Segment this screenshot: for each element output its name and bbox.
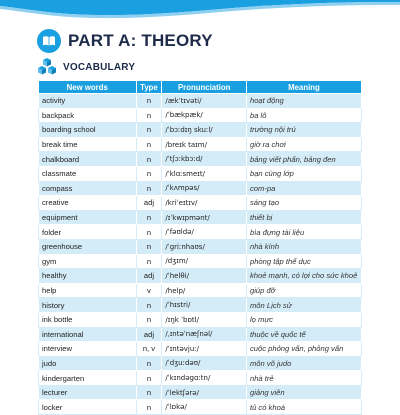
- type-cell: adj: [136, 196, 162, 211]
- meaning-cell: thuộc về quốc tế: [246, 327, 361, 342]
- section-header: [37, 57, 135, 77]
- word-cell: locker: [39, 400, 137, 415]
- meaning-cell: sáng tạo: [246, 196, 361, 211]
- pronunciation-cell: /ækˈtɪvəti/: [162, 94, 247, 109]
- meaning-cell: nhà trẻ: [246, 371, 361, 386]
- word-cell: break time: [39, 137, 137, 152]
- cubes-icon: [37, 57, 57, 77]
- table-row: [39, 210, 362, 225]
- word-cell: gym: [39, 254, 137, 269]
- meaning-cell: com-pa: [246, 181, 361, 196]
- meaning-cell: ba lô: [246, 108, 361, 123]
- type-cell: n: [136, 166, 162, 181]
- pronunciation-cell: /ˈgriːnhaʊs/: [162, 239, 247, 254]
- word-cell: ink bottle: [39, 312, 137, 327]
- word-cell: compass: [39, 181, 137, 196]
- pronunciation-cell: /dʒɪm/: [162, 254, 247, 269]
- meaning-cell: trường nội trú: [246, 123, 361, 138]
- word-cell: backpack: [39, 108, 137, 123]
- table-row: [39, 400, 362, 415]
- table-row: [39, 94, 362, 109]
- column-header-pronunciation: Pronunciation: [162, 81, 247, 94]
- meaning-cell: giảng viên: [246, 385, 361, 400]
- meaning-cell: cuộc phỏng vấn, phỏng vấn: [246, 342, 361, 357]
- vocabulary-table: [38, 80, 362, 415]
- type-cell: n: [136, 312, 162, 327]
- table-row: [39, 269, 362, 284]
- type-cell: n: [136, 108, 162, 123]
- table-row: [39, 283, 362, 298]
- table-row: [39, 152, 362, 167]
- word-cell: greenhouse: [39, 239, 137, 254]
- table-row: [39, 371, 362, 386]
- type-cell: n: [136, 254, 162, 269]
- word-cell: interview: [39, 342, 137, 357]
- pronunciation-cell: /kriˈeɪtɪv/: [162, 196, 247, 211]
- pronunciation-cell: /ˈkɪndəgɑːtn/: [162, 371, 247, 386]
- table-row: [39, 137, 362, 152]
- table-row: [39, 298, 362, 313]
- type-cell: n: [136, 400, 162, 415]
- word-cell: kindergarten: [39, 371, 137, 386]
- word-cell: judo: [39, 356, 137, 371]
- type-cell: n: [136, 225, 162, 240]
- type-cell: n: [136, 239, 162, 254]
- word-cell: boarding school: [39, 123, 137, 138]
- pronunciation-cell: /ɪˈkwɪpmənt/: [162, 210, 247, 225]
- type-cell: n: [136, 356, 162, 371]
- table-row: [39, 342, 362, 357]
- table-row: [39, 181, 362, 196]
- pronunciation-cell: /ɪŋk ˈbɒtl/: [162, 312, 247, 327]
- table-row: [39, 385, 362, 400]
- type-cell: adj: [136, 327, 162, 342]
- meaning-cell: bảng viết phấn, bảng đen: [246, 152, 361, 167]
- meaning-cell: khoẻ mạnh, có lợi cho sức khoẻ: [246, 269, 361, 284]
- table-row: [39, 225, 362, 240]
- meaning-cell: lọ mực: [246, 312, 361, 327]
- pronunciation-cell: /ˈhɪstri/: [162, 298, 247, 313]
- table-row: [39, 312, 362, 327]
- meaning-cell: giờ ra chơi: [246, 137, 361, 152]
- type-cell: n: [136, 181, 162, 196]
- table-header-row: [39, 81, 362, 94]
- table-row: [39, 254, 362, 269]
- word-cell: classmate: [39, 166, 137, 181]
- table-row: [39, 108, 362, 123]
- word-cell: international: [39, 327, 137, 342]
- word-cell: activity: [39, 94, 137, 109]
- type-cell: adj: [136, 269, 162, 284]
- meaning-cell: tủ có khoá: [246, 400, 361, 415]
- pronunciation-cell: /help/: [162, 283, 247, 298]
- word-cell: lecturer: [39, 385, 137, 400]
- type-cell: n: [136, 385, 162, 400]
- word-cell: history: [39, 298, 137, 313]
- pronunciation-cell: /ˈlektʃərə/: [162, 385, 247, 400]
- pronunciation-cell: /ˈklɑːsmeɪt/: [162, 166, 247, 181]
- meaning-cell: nhà kính: [246, 239, 361, 254]
- word-cell: help: [39, 283, 137, 298]
- pronunciation-cell: /ˈhelθi/: [162, 269, 247, 284]
- pronunciation-cell: /ˈlɒkə/: [162, 400, 247, 415]
- pronunciation-cell: /breɪk taɪm/: [162, 137, 247, 152]
- meaning-cell: bìa đựng tài liệu: [246, 225, 361, 240]
- meaning-cell: thiết bị: [246, 210, 361, 225]
- type-cell: n: [136, 152, 162, 167]
- book-icon: [37, 29, 61, 53]
- column-header-new-words: New words: [39, 81, 137, 94]
- section-title: VOCABULARY: [63, 61, 136, 73]
- meaning-cell: giúp đỡ: [246, 283, 361, 298]
- part-header: [37, 28, 213, 54]
- header-wave-decoration: [0, 0, 400, 22]
- type-cell: n: [136, 371, 162, 386]
- table-row: [39, 196, 362, 211]
- table-row: [39, 356, 362, 371]
- word-cell: folder: [39, 225, 137, 240]
- pronunciation-cell: /ˈfəʊldə/: [162, 225, 247, 240]
- word-cell: chalkboard: [39, 152, 137, 167]
- pronunciation-cell: /ˌɪntəˈnæʃnəl/: [162, 327, 247, 342]
- pronunciation-cell: /ˈbækpæk/: [162, 108, 247, 123]
- word-cell: healthy: [39, 269, 137, 284]
- type-cell: n: [136, 94, 162, 109]
- meaning-cell: phòng tập thể dục: [246, 254, 361, 269]
- pronunciation-cell: /ˈɪntəvjuː/: [162, 342, 247, 357]
- table-row: [39, 327, 362, 342]
- type-cell: n: [136, 298, 162, 313]
- type-cell: n, v: [136, 342, 162, 357]
- table-row: [39, 123, 362, 138]
- pronunciation-cell: /ˈtʃɔːkbɔːd/: [162, 152, 247, 167]
- type-cell: n: [136, 210, 162, 225]
- part-title: PART A: THEORY: [68, 31, 213, 50]
- meaning-cell: môn võ judo: [246, 356, 361, 371]
- meaning-cell: hoạt động: [246, 94, 361, 109]
- table-row: [39, 166, 362, 181]
- type-cell: n: [136, 123, 162, 138]
- vocabulary-table-body: [39, 94, 362, 415]
- word-cell: equipment: [39, 210, 137, 225]
- word-cell: creative: [39, 196, 137, 211]
- pronunciation-cell: /ˈbɔːdɪŋ skuːl/: [162, 123, 247, 138]
- pronunciation-cell: /ˈdʒuːdəʊ/: [162, 356, 247, 371]
- meaning-cell: môn Lịch sử: [246, 298, 361, 313]
- meaning-cell: bạn cùng lớp: [246, 166, 361, 181]
- type-cell: v: [136, 283, 162, 298]
- table-row: [39, 239, 362, 254]
- column-header-type: Type: [136, 81, 162, 94]
- column-header-meaning: Meaning: [246, 81, 361, 94]
- pronunciation-cell: /ˈkʌmpəs/: [162, 181, 247, 196]
- type-cell: n: [136, 137, 162, 152]
